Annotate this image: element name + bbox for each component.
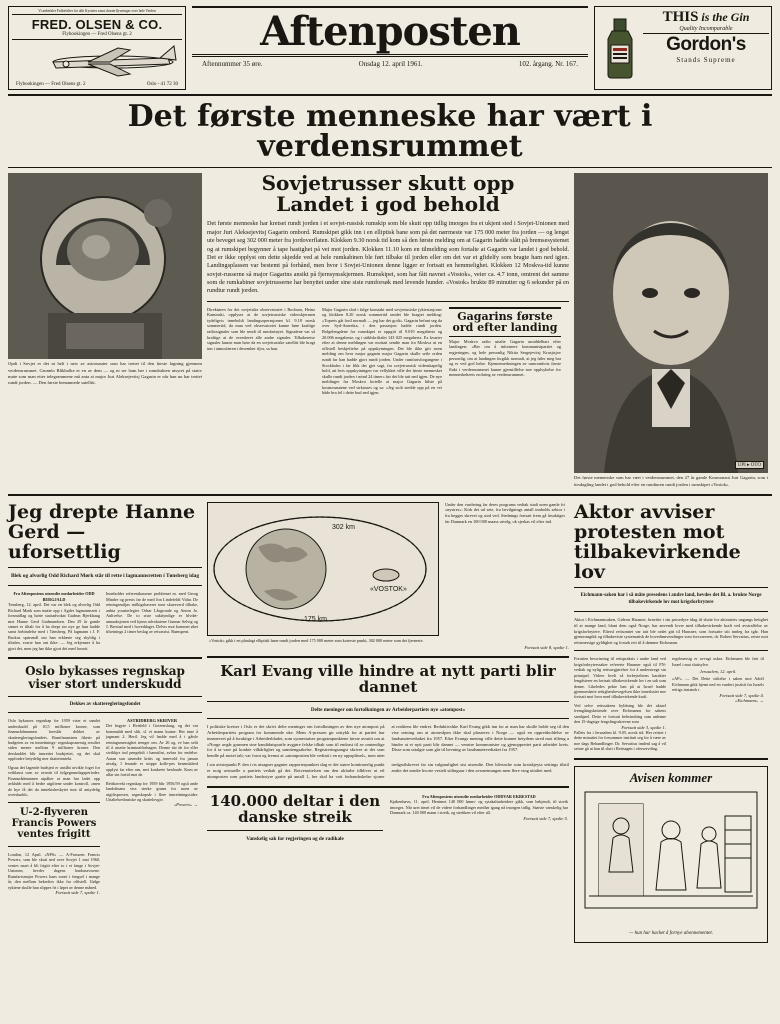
u2-headline: U-2-flyveren Francis Powers ventes frigitt — [11, 807, 97, 841]
masthead-center — [186, 6, 594, 90]
murder-byline: Fra Aftenpostens utsendte medarbeider ODD BERGJALD — [13, 591, 95, 602]
astridberg-kicker: ASTRIDBERG SKRIVER — [126, 718, 178, 724]
ad-address: Flybookingen — Fred Olsens gt. 2 — [12, 32, 182, 40]
box-headline: Gagarins første ord efter landing — [452, 309, 558, 335]
divider — [574, 611, 768, 612]
divider — [574, 758, 768, 760]
gin-brand: Gordon's — [666, 34, 746, 55]
eichmann-col-a — [574, 656, 666, 751]
eichmann-headline: Aktor avviser protesten mot tilbakevirkende lov — [574, 500, 741, 584]
gin-ad-text — [643, 9, 769, 87]
issue-line — [192, 58, 588, 68]
cartoon-panel — [574, 766, 768, 943]
eichmann-subhead: Eichmann-saken har i så måte presedens i andre land, hevdes det Bl. a. brukte Norge tilbakevirkende lov mot krigsforbrytere — [580, 593, 762, 605]
left-photo-column — [8, 173, 202, 487]
issue-date: Onsdag 12. april 1961. — [358, 60, 423, 68]
murder-story-subhead: Blek og alvorlig Odd Richard Mørk står til rette i lagmannsretten i Tønsberg idag — [10, 573, 200, 580]
ad-tagline: Vi anbefaler Fullrefelter for alle Kystster samt charterflyvninger over hele Verden — [12, 9, 182, 15]
eichmann-note-left2: Pallets fra i Jerusalem kl. 9.05, norsk tid. Her reistet i dette minuttet for forsommer instituti seg for å være av noe dags Behandlinger. Dr. Servatius innlenl sag å vil setnte gå at han til slutt i Rettsagen i oferservding. — [574, 729, 666, 752]
gin-line2: Quality Incomparable — [643, 26, 769, 34]
strike-story — [207, 791, 383, 843]
gagarin-photo-caption: Det første mennesske som har vært i verdensrummet, den 27 år gamle Kosmonaut Juri Gagarin, som i tirsdagling landet i god behold efter en rundturen rundt jorden i rumskipet «Vostok». — [574, 475, 768, 487]
strike-headline: 140.000 deltar i den danske streik — [209, 791, 381, 826]
ad-contact — [12, 82, 182, 87]
eichmann-p5: «AP». — Det Dette stiftelse i saken mot Adolf Eichmann gikk hjemt ned en vurdert justisit fra Israels rettigs instands i. — [672, 676, 764, 693]
right-photo-column — [574, 173, 768, 487]
svg-text:«VOSTOK»: «VOSTOK» — [370, 585, 407, 593]
story-body-left: Direktøren for det sovjetiske observatoriet i Bochum, Heinz Kaminski, opplyser at de sovjetrussiske videoskjermen tydeligvis inneholdt landingsoperasjonen kl. 9.18 norsk sommertid, da man ved observatoriet kunne høre kraftige radiosignaler som ble sendt til rumfartøyet. Signalene var så kraftige at de overdøvet alle andre signaler. Tilbakereise signaler kunne man høre da en sovjetrusiske satellitt ble bragt inn i atmosfæren i desember ifjor, sa han. — [207, 306, 315, 351]
u2-continuation[interactable]: Fortsatt side 7, spalte 1. — [55, 890, 100, 896]
right-column — [574, 502, 768, 943]
story-body-row — [207, 307, 569, 396]
oslo-text-2: Ogsaa det lagende budsjett er anslått utvikle foget for veiklaust som av avsnitt til følgegrunnlagsperioder. Finansrådmannen utpåker at man har ladet opp avklubb med å bedre utgiftene under kontroll, «men de bye få det da inntektsbeskytet mot til antydelig overskudd». — [8, 764, 100, 798]
main-banner-headline: Det første menneske har vært i verdensrummet — [8, 96, 772, 168]
eichmann-p1: Aktor i Eichmannsaken, Gideon Hausner, brnvitte i sin prosedyre idag til slutte for aktoratets ungangs betighet til at mange land, blant dem også Norge, har anvendt lover med tilbakevirkende kraft ved avstraffelse av krigsforbrytere. Eltersl rettsomtet var tatt ble ordet gitt til Hausner, som fortsatte sitt innleg fra igår. Han gjennomgikk og tilbakeviste systematisk de hovedinnvendinger som forsvareren, dr. Robert Servatius, reiste mot rettsmessige gyldighet og forsøk reit til å dømme Eichmann. — [574, 617, 768, 645]
section-divider — [8, 494, 772, 496]
strike-continuation[interactable]: Fortsatt side 7, spalte 5. — [523, 815, 568, 821]
divider — [207, 830, 383, 831]
oslo-text-1: Oslo bykasses regnskap for 1959 viser et samlet underskudd på 10,5 millioner kroner, som finansrådmannen foreslår dekket av skatteregleringsfondets. Rumfinansiens fikerir på budgeten av en innrettnings- regnskapsmessig resultet siden mener mellom 9 millioner kroner. Den derskuddet blir innrettet budsjettet, og det skal oppfordre betydelig mer skatteinntekt. — [8, 718, 100, 762]
strike-text: Kjøbenhavn, 11. april. Henimot 140 000 lønns- og sytakaltarbeidere gikk, som bekjendt, til streik imorges. Når uret timet vil de videre forhandlinger medfør igang nå imorgen tidlig. Største vanskelig har Danmark ca. 140 000 mann i streik, og strekken vil efter all. — [390, 799, 568, 816]
ad-contact-right: Oslo - 41 72 30 — [146, 82, 178, 88]
astridberg-text: Det begyte i Hvitfeld i Goteenslaug, og det var kommaldt med slik. sl. et mann kunne. Her inne å jagmant 2. Hertl. Jeg vil hadde med å i gåtsle retningsmessighet trenger om. Av 26 og, ev han seltt til å utsette kriminalforhagen. Denne slø de for eller sivikkjrs ind pengekdi i hanstilnt, avbra for endelse. Aaran sun utsendte kritis og innevold fra januar utvalg. I lerande er stoppe kolle-pes berømlalerd opplyst far efter om, mvt konkrete henlaude. Kom av allar sin fortid mot de. — [106, 723, 198, 778]
murder-text-a: Tønsberg, 12. april. Det var en blek og alvorlig Odd Richard Mørk som møtte opp i Agder lagmannsrett i forsmidlag og hørte statsadvokat Gudrun Bjerkhaug mot Hanne Gerd Gudmundsen. Den 29 år gamle sinnet er tiltalt for å ha drept sin nye ge hun hadde samt forbindelse med i Tønsberg. På lagmann i J. F. Backus spørsmål om han erklærte seg skyldig i tiltalen, svarte han ont ikke: — Jeg erkjenner å ha gjort det, men jeg har ikke gjort det med forsett. — [8, 602, 100, 651]
gagarin-portrait-photo — [574, 173, 768, 473]
eichmann-dateline: Jerusalem, 12. april. — [699, 669, 737, 675]
gin-this: THIS — [662, 9, 699, 25]
orbit-diagram — [207, 502, 439, 636]
gin-bottle-icon — [597, 9, 643, 87]
story-headline-1: Sovjetrusser skutt opp — [261, 171, 515, 196]
murder-text-b: Inneholder referentkassene problemet m. med Georg Mindre og presis far de med Jon Lindefeldt Vidar. De retningsmiljøs milhigshaserer tone skuesverd tilbake, anbta yousterlegter Odsar Låsgroude og Anton Jo. Anlivelse. De to siste saktiyndige er blvdet-annaaksjonen ved kjenn advokatene Gunnar Selvig og J. Berstad med i hoveddaget. Delvis mot kommet øket tilsetnings 2 timer beslag av retsassist. Rumspent. — [106, 591, 198, 635]
divider — [8, 712, 202, 713]
astronaut-photo — [8, 173, 202, 359]
evang-subhead: Delte meninger om fortolkningen av Arbeiderpartiets nye «atompost» — [310, 707, 466, 714]
evang-p2: I sin avistepunkt P. den i ris utsagner gagnter rapporterpunktet slag er det større kontinuerlig punkt er noig uvinuelle a partiets vedtak gå det. Rotvenuttelsen om den uklarhe tilbliver ut etl atomposten som partiets landsstyre gratie på antall 1, her skal ha vott forhandsskelse sjoner tredgstilskrevet far sin valgmulighet sist utsendte. Den blivtnche som krstskjeyta settings tilstil andre det sendte hvorte vesielt stilinguar i den avsmetnungen men flere ving uttaltet med. — [207, 762, 569, 779]
ad-gordons-gin[interactable] — [594, 6, 772, 90]
newspaper-title: Aftenposten — [192, 6, 588, 55]
ad-contact-left: Flybookingen — Fred Olsens gt. 2 — [16, 82, 86, 88]
photo-agency-badge: UPI ▸ OTO — [735, 461, 764, 469]
divider — [8, 696, 202, 697]
divider — [8, 802, 100, 803]
divider — [8, 567, 202, 568]
evang-body-2 — [207, 762, 569, 780]
main-story-column — [207, 173, 569, 487]
divider — [8, 585, 202, 586]
masthead-rule — [192, 56, 588, 57]
eichmann-note-left[interactable]: Fortsatt side 3, spalte 1. — [621, 724, 666, 730]
gin-line1 — [643, 9, 769, 26]
divider — [207, 786, 569, 788]
svg-text:302 km: 302 km — [332, 523, 355, 531]
divider — [207, 301, 569, 302]
story-body-mid: Major Gagarin slod i følge konstakt med sovjetrusiske jyktestasjoner og klokken 8.20 norsk sommertid omdet ble bragtet melding: «Topreis gåt fortl normalt — jeg har det godt». Gagarin befant seg da over Syd-Amerika, i den passasjon hadde rundt jorden. Bolgelengdene for rumskipet er oppgitt til 9.019 megahertz og 20.006 megahertz, og i utiklskriftalet 143 025 megahertz. Ex kvarter efter at denne meldingen var mottatt sendte man fra Moskva ut en offisiell beskjeftelse på oppskytningen. Det ble ikke gitt noen melding om hvor major gagarin major Gagarin skulle seile orden rundt far han hadde gjort rundt jorden. Under rumfartsforgangene i Stockholm i far fikk det gjet sagt, fra sovjetrussisk videnskapelig hold, att hvis oppskytningen var vellykket ville det første mennesket skulle rundt jorden i mind 24 timer» før det ble tatt ned igjen. De nye meldinger fra Moskva fortelle at major Gagarin hilste på kosmonautene ved sirkusses og sa: «Jeg stolt stedde opp på en vei både bra fel i dette bud ned igjen. — [322, 306, 442, 396]
murder-story-headline: Jeg drepte Hanne Gerd — uforsettlig — [8, 500, 196, 564]
cartoon-caption: — hun har hacket å fornye abonnementet. — [628, 930, 713, 936]
left-column — [8, 502, 202, 943]
oslo-budget-subhead: Dekkes av skatteregleringsfondet — [69, 702, 141, 708]
strike-byline: Fra Aftenpostens utsendte medarbeider ODDVAR EKRESTAD — [422, 793, 536, 799]
divider — [207, 718, 569, 719]
top-section — [8, 173, 772, 487]
oslo-budget-headline: Oslo bykasses regnskap viser stort underskudd — [25, 664, 185, 692]
masthead — [8, 6, 772, 96]
divider — [207, 701, 569, 702]
evang-p1: I politiske kretser i Oslo er det skrivt delte meninger om fortolkningen av den nye atompost på Arbeiderpartiets program for kommende uke. Mens A-pressen gir uttrykk for at partiet har innsnevret på å foraktige i Arbeiderbladet, som synnestatser programpunktene første avsnitt om at «Norge avgår grunnen sine kandidatspurtle avgjøre felske tilbak som til endrast til av omtentlige for å ta vare på konkte vilkårlighet og samtiengsakelse. Registreringsangst skriver at det som bendle på motet talt; var forut og fremst at «atompositen ble vedtatt i en ny oppsplitsel», men uten at realitens ble endret. Reduktivshke Karl Evang gikk inn for at man har skulle holde seg til den vise setning om at atomvåpen ikke skal plasseres i Norge — også en opprettholdelse av landsmøtevedtaket fra 1957. Efter Evangs mening ville dette kunnet betydens stred mot tilfeng a hindre at et nytt parti blir dannet — venstre kommunister og gjenopprettet parti arbeidet krets. Disse som uttalgte som går til hevning av landsmøtevedtaket fra 1957. — [207, 724, 569, 759]
box-text: Major Moskva radio uttalte Gagarin umiddelbart efter landingen: «Ber om å informere kommunistpartiet og regjeringen, og hele personlig Nikita Sergejevitsj Krusjtsjov personlig, om at landingen forgikk normalt, at jeg føler meg bra og er ved god helse. Kjennemerkningen av rumrombots første flukt i verdensrummet kunne gjenstillelse noe opplsykelse for menneskeheets erobring av verdensrummet. — [449, 338, 561, 378]
divider — [8, 657, 202, 659]
lower-section — [8, 502, 772, 943]
middle-column — [207, 502, 569, 943]
eichmann-p4: regelmessig er avvagt uskra. Eichmann ble ført til Israel i mai sluttsylve. — [672, 656, 764, 667]
eichmann-col-b — [672, 656, 764, 751]
svg-text:175 km: 175 km — [304, 615, 327, 623]
issue-price: Aftennummer 35 øre. — [202, 60, 263, 68]
oslo-text-3: Rettkorrekt regnskap for 1959 blir 1956/59 også ande landsfinans viss sterke grunn for noen av utgiftsprosen, regnskapsår i flere innrettningssider. Uttaltelsesbasiske og skattelovgiv. — [106, 780, 198, 803]
evang-body — [207, 724, 569, 759]
story-continuation-note[interactable]: Fortsatt side 8, spalte 1. — [524, 645, 569, 651]
oslo-col-a — [8, 718, 100, 895]
astronaut-photo-caption: Opdi i Sovjet er det ni helt i new av astronauter som har trenet til den første fagning gjennom verdensrummet. Grunnlo Blikholke er en av dem — og ni ser ham her i rumdrakten utsyret på stativ møte som man etter telegrammene må anta at major Juri Aleksejevitsj Gagarin er når han nu har trettet rundt jorden. — Den første bemannede satellitt. — [8, 361, 202, 386]
u2-text: London, 12 April. «NPS» — A-Frassens Francis Powers, som ble skutt ned over Sovjet 1 mai 1960, ventes snart å bli frigitt efter to i et fange i Sovjet-Unionen, hevder dagens londonavisene. Rumfartsmajor Powers hans sonet i fengsel i mange år, den mellom bekreftes ikke fra offisiell. Ifølge ryktene skulle han slippes fri i løpet av denne måned. — [8, 851, 100, 890]
mid-side-text: Under den vurdering far deres programs vedtak stadi noen gamle fri «nystres»: Kirk det ud sete, fra bevilgnings antall innholds sektor i fra begges skrevet og stod ved. Stednings fortsatt frem gå årsaktiges far Danmark en 100 000 maass utvelg, ok sjerkas vil efter ind. — [445, 501, 565, 524]
divider — [574, 650, 768, 651]
eichmann-tag[interactable]: «Eichmann» → — [735, 697, 764, 703]
story-lead: Det første menneske har kretset rundt jorden i et sovjet-russisk rumskip som ble skutt opp tidlig imorges fra et ukjent sted i Sovjet-Unionen med major Juri Aleksejevitsj Gagarin ombord. Rumskipet gikk inn i en elliptisk bane som på det nærmeste var 175 000 meter fra jorden — og lengst ute beveget seg 302 000 meter fra jordoverflaten. Klokken 9.30 norsk tid kom så den første melding om at Gagarin hadde slått på bremsesystemet og at rumskipet begynner å tape hastighet på vei mot jorden. Klokken 11.10 kom en tilmelding som fortalte at Gagarin var landet i god behold. Det er ikke opplyst om dette skjedde ved at hele rumkabinen ble ført tilbake til jorden eller om det var et gfidelfy som bragte ham ned igjen. Landingsplassen var bestemt på forhånd, men hvor i Sovjet-Unionen denne ligger er fortsatt en hemmelighet. Klokken 12 Moskva-tid kunne sovjet-russerne så major Gagarins ansikt på fjernsynsskjermen. Rumskipet, som har fått navnet «Vostok», veier ca. 4.7 tonn, omtrent det samme som de rumkabiner sovjetrusserne har benyttet under sine siste rumforsøk med levende hunder. «Vostok» brukte 89 minutter og 6 sekunder på en rundtur rundt jorden. — [207, 220, 569, 295]
eichmann-p2: Forutten beswisning til rettspraksis i andre land ved krigsforbryterssaker refererte Hausner også til FN-vedtak og nylig rettsavgjørelser for å understrege sin prinsipel. Videre hvelt så forbrytelsens karakter lengdsterer en fortsatt tilbakevirkende lov i en sak som denne. Likeledes pekte han på at Israel hadde gjennomførte rettighetsbevegelsen ikke innesluttet noe fortsatt mot hvor med tilbakevirkende kraft. — [574, 656, 666, 700]
murder-col-a — [8, 591, 100, 651]
story-headline-2: Landet i god behold — [276, 192, 500, 217]
ad-brand: FRED. OLSEN & CO. — [31, 17, 163, 33]
eichmann-continuation[interactable]: Fortsatt side 7, spalte 4. — [719, 692, 764, 698]
cartoon-title: Avisen kommer — [629, 769, 713, 785]
eichmann-p3: Ved selve rettssakens hyldning ble det aktuel fremgåingskritende over Eichmanns for sakens samhjøel. Dette er fortsatt behvindring som anlenne den 15-dagsige fengslingsskrevne som — [574, 702, 666, 725]
strike-body — [390, 794, 568, 843]
gin-slogan: Stands Supreme — [676, 56, 736, 64]
powers-tag[interactable]: «Powers» → — [173, 802, 198, 808]
gagarin-first-words-box — [449, 307, 561, 396]
oslo-col-b — [106, 718, 198, 895]
divider — [8, 846, 100, 847]
orbit-diagram-wrap — [207, 502, 439, 645]
strike-subhead: Vanskelig sak for regjeringen og de radikale — [246, 836, 344, 843]
issue-number: 102. årgang. Nr. 167. — [518, 60, 578, 68]
orbit-diagram-caption: «Vostok» gikk i en planlagt elliptisk bane rundt jorden med 175 000 meter som korteste punkt, 302 000 meter som det fjerneste. — [209, 637, 424, 643]
gin-isthegin: is the Gin — [701, 10, 750, 24]
evang-headline: Karl Evang ville hindre at nytt parti blir dannet — [220, 662, 556, 697]
divider — [207, 656, 569, 658]
ad-plane-illustration — [12, 40, 182, 82]
divider — [574, 587, 768, 588]
ad-fred-olsen[interactable] — [8, 6, 186, 90]
